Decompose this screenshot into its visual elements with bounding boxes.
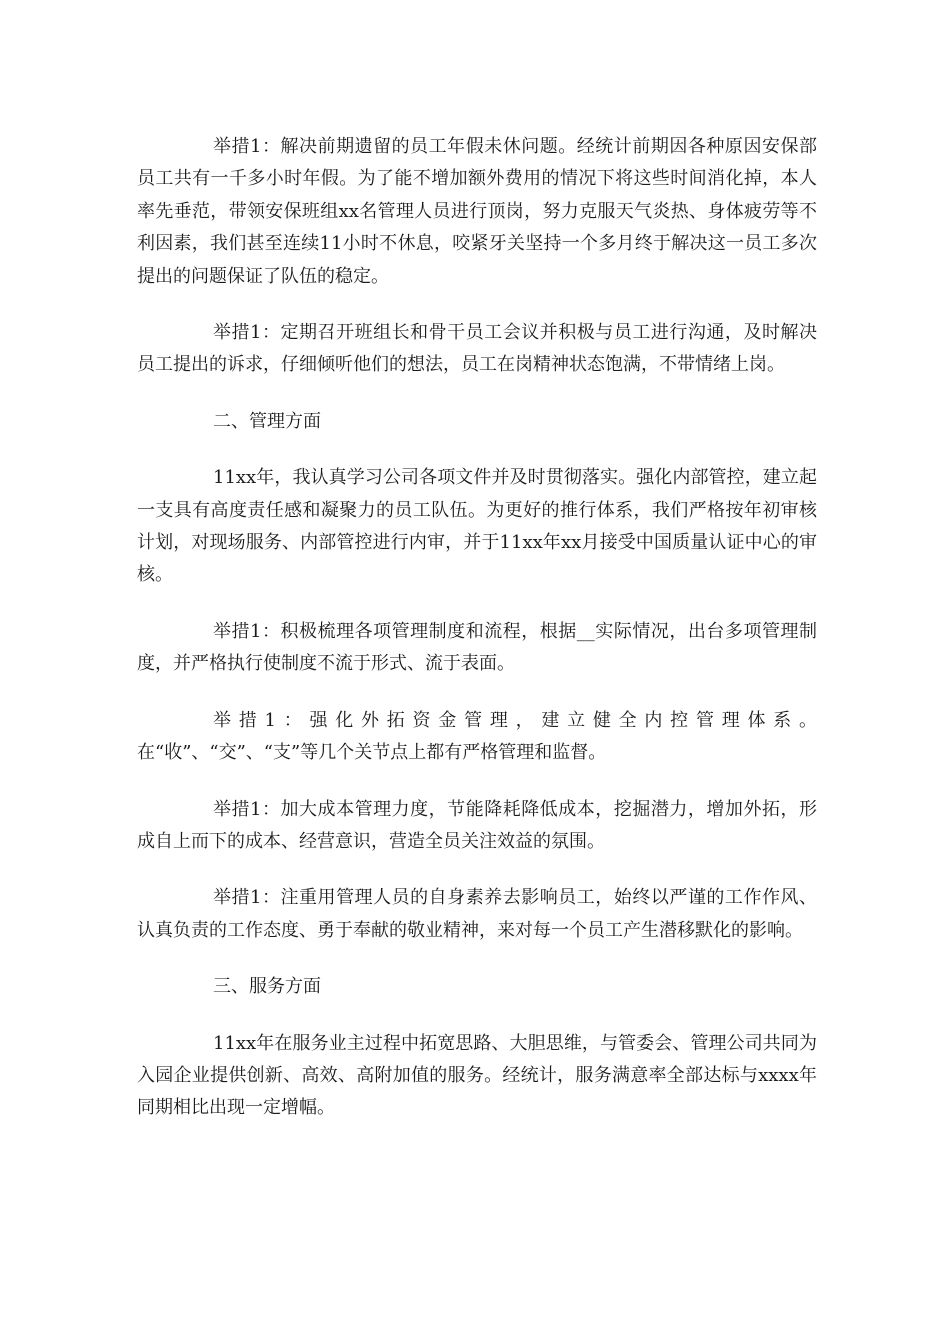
paragraph-measure-1-leave: 举措1：解决前期遗留的员工年假未休问题。经统计前期因各种原因安保部员工共有一千多小时年假。为了能不增加额外费用的情况下将这些时间消化掉，本人率先垂范，带领安保班组xx名管理人员进行顶岗，努力克服天气炎热、身体疲劳等不利因素，我们甚至连续11小时不休息，咬紧牙关坚持一个多月终于解决这一员工多次提出的问题保证了队伍的稳定。 — [137, 136, 817, 287]
paragraph-management-summary: 11xx年，我认真学习公司各项文件并及时贯彻落实。强化内部管控，建立起一支具有高度责任感和凝聚力的员工队伍。为更好的推行体系，我们严格按年初审核计划，对现场服务、内部管控进行内审，并于11xx年xx月接受中国质量认证中心的审核。 — [137, 467, 817, 586]
document-body — [137, 131, 817, 1149]
section-heading-service: 三、服务方面 — [213, 976, 321, 998]
paragraph-measure-1-funds: 举措1：强化外拓资金管理，建立健全内控管理体系。在“收”、“交”、“支”等几个关节点上都有严格管理和监督。 — [137, 709, 817, 764]
paragraph-service-summary: 11xx年在服务业主过程中拓宽思路、大胆思维，与管委会、管理公司共同为入园企业提供创新、高效、高附加值的服务。经统计，服务满意率全部达标与xxxx年同期相比出现一定增幅。 — [137, 1032, 817, 1119]
paragraph-measure-1-systems: 举措1：积极梳理各项管理制度和流程，根据__实际情况，出台多项管理制度，并严格执行使制度不流于形式、流于表面。 — [137, 620, 817, 675]
paragraph-measure-1-example: 举措1：注重用管理人员的自身素养去影响员工，始终以严谨的工作作风、认真负责的工作态度、勇于奉献的敬业精神，来对每一个员工产生潜移默化的影响。 — [137, 887, 817, 941]
section-heading-management: 二、管理方面 — [213, 410, 321, 432]
paragraph-measure-1-cost: 举措1：加大成本管理力度，节能降耗降低成本，挖掘潜力，增加外拓，形成自上而下的成本、经营意识，营造全员关注效益的氛围。 — [137, 798, 817, 852]
paragraph-measure-1-meetings: 举措1：定期召开班组长和骨干员工会议并积极与员工进行沟通，及时解决员工提出的诉求，仔细倾听他们的想法，员工在岗精神状态饱满，不带情绪上岗。 — [137, 322, 817, 376]
